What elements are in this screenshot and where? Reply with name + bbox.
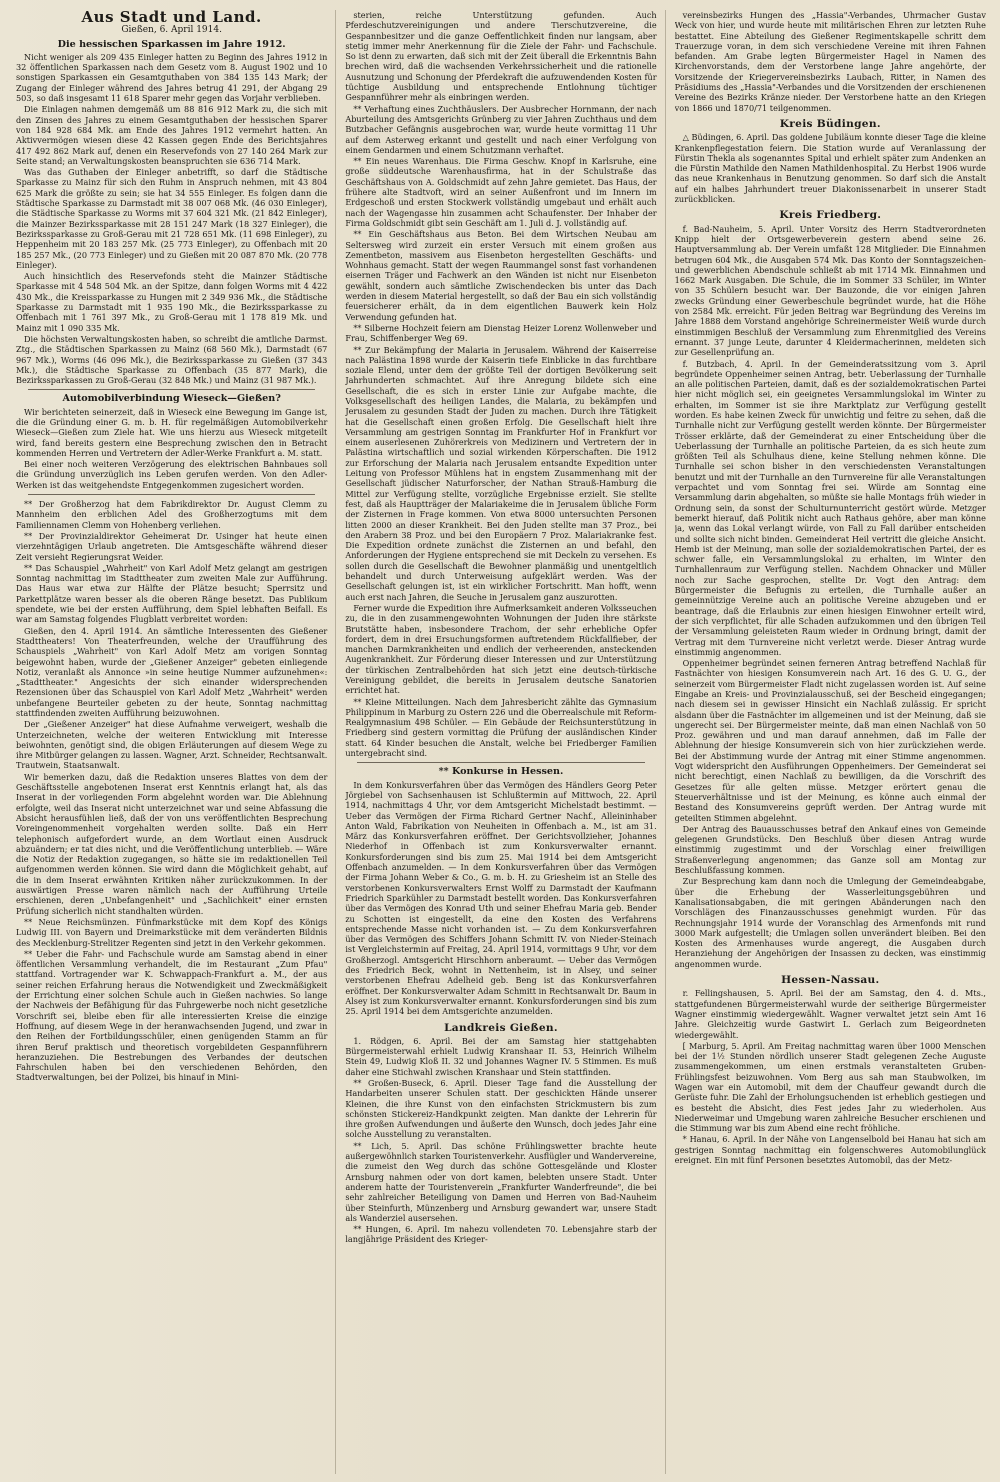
article-paragraph: 1. Rödgen, 6. April. Bei der am Samstag hier stattgehabten Bürgermeisterwahl erhielt Ludwig Kranshaar II. 53, Heinrich Wilhelm Stein 49, Ludwig Kloß II. 32 und Johannes Wagner IV. 5 Stimmen. Es muß daher eine Stichwahl zwischen Kranshaar und Stein stattfinden. [345, 1035, 657, 1077]
article-paragraph: In dem Konkursverfahren über das Vermögen des Händlers Georg Peter Jörgiebel von Sachsenhausen ist Schlußtermin auf Mittwoch, 22. April 1914, nachmittags 4 Uhr, vor dem Amtsgericht Michelstadt bestimmt. — Ueber das Vermögen der Firma Richard Gertner Nachf., Alleininhaber Anton Wald, Fabrikation von Neuheiten in Offenbach a. M., ist am 31. März das Konkursverfahren eröffnet. Der Gerichtsvollzieher, Johannes Niederhof in Offenbach ist zum Konkursverwalter ernannt. Konkursforderungen sind bis zum 25. Mai 1914 bei dem Amtsgericht Offenbach anzumelden. — In dem Konkursverfahren über das Vermögen der Firma Johann Weber & Co., G. m. b. H. zu Griesheim ist an Stelle des verstorbenen Konkursverwalters Ernst Wolff zu Darmstadt der Kaufmann Friedrich Sparkühler zu Darmstadt bestellt worden. Das Konkursverfahren über das Vermögen des Konrad Uth und seiner Ehefrau Maria geb. Bender zu Schotten ist eingestellt, da eine den Kosten des Verfahrens entsprechende Masse nicht vorhanden ist. — Zu dem Konkursverfahren über das Vermögen des Schiffers Johann Schmitt IV. von Nieder-Steinach ist Vergleichstermin auf Freitag, 24. April 1914, vormittags 9 Uhr, vor dem Großherzogl. Amtsgericht Hirschhorn anberaumt. — Ueber das Vermögen des Friedrich Beck, wohnt in Nettenheim, ist in Alsey, und seiner verstorbenen Ehefrau Adelheid geb. Beng ist das Konkursverfahren eröffnet. Der Konkursverwalter Adam Schmitt in Rechtsanwalt Dr. Baum in Alsey ist zum Konkursverwalter ernannt. Konkursforderungen sind bis zum 25. April 1914 bei dem Amtsgerichte anzumelden. [345, 779, 657, 1017]
dateline: Gießen, 6. April 1914. [121, 25, 222, 36]
columns [16, 10, 986, 1474]
article-paragraph: Der „Gießener Anzeiger" hat diese Aufnahme verweigert, weshalb die Unterzeichneten, welche der weiteren Entwicklung mit Interesse beiwohnten, genötigt sind, die obigen Erläuterungen auf diesem Wege zu ihre Mitbürger gelangen zu lassen. Wagner, Arzt. Schneider, Rechtsanwalt. Trautwein, Staatsanwalt. [16, 719, 328, 771]
article-paragraph: Die Einlagen nahmen demgemäß um 88 816 912 Mark zu, die sich mit den Zinsen des Jahres zu einem Gesamtguthaben der hessischen Sparer von 184 928 684 Mk. am Ende des Jahres 1912 vermehrt hatten. An Aktivvermögen wiesen diese 42 Kassen gegen Ende des Berichtsjahres 417 492 862 Mark auf, denen ein Reservefonds von 27 140 264 Mark zur Seite stand; an Verwaltungskosten beanspruchten sie 636 714 Mark. [16, 104, 328, 166]
divider [28, 494, 315, 495]
article-paragraph: Zur Besprechung kam dann noch die Umlegung der Gemeindeabgabe, über die Erhebung der Wasserleitungsgebühren und Kanalisationsabgaben, die mit geringen Abänderungen nach den Vorschlägen des Finanzausschusses genehmigt wurden. Für das Rechnungsjahr 1914 wurde der Voranschlag des Armenfonds mit rund 3000 Mark aufgestellt; die Umlagen sollen unverändert bleiben. Bei den Kosten des Armenhauses wurde angeregt, die Ausgaben durch Heranziehung der Angehörigen der Insassen zu decken, was einstimmig angenommen wurde. [674, 876, 986, 969]
headline-kreis-buedingen: Kreis Büdingen. [779, 117, 881, 130]
article-paragraph: f. Butzbach, 4. April. In der Gemeinderatssitzung vom 3. April begründete Oppenheimer seinen Antrag, betr. Ueberlassung der Turnhalle an alle politischen Parteien, damit, daß es der sozialdemokratischen Partei hier nicht möglich sei, ein geeignetes Versammlungslokal im Winter zu erhalten, im Sommer ist sie ihre Marktplatz zur Verfügung gestellt worden. Es habe keinen Zweck für unwichtig und feitre zu sehen, daß die Turnhalle nicht zur Verfügung gestellt werden könnte. Der Bürgermeister Trösser erklärte, daß der Gemeinderat zu einer Entscheidung über die Ueberlassung der Turnhalle an politische Parteien, da es sich heute zum größten Teil als Schulhaus diene, keine Stellung nehmen könne. Die Turnhalle sei schon bisher in den verschiedensten Veranstaltungen benutzt und mit der Turnhalle an den Turnvereine für alle Veranstaltungen verpachtet und vom Sonntag frei sei. Würde am Sonntag eine Versammlung darin abgehalten, so müßte sie halle Montags früh wieder in Ordnung sein, da sonst der Schulturnunterricht gestört würde. Metzger bemerkt hierauf, daß Politik nicht auch Rathaus gehöre, aber man könne ja, wenn das Lokal verlangt würde, von Fall zu Fall darüber entscheiden und sollte sich nicht binden. Gemeinderat Heil vertritt die gleiche Ansicht. Hemb ist der Meinung, man solle der sozialdemokratischen Partei, der es schwer falle, ein Versammlungslokal zu erhalten, im Winter den Turnhallenraum zur Verfügung stellen. Nachdem Ohnacker und Müller noch zur Sache gesprochen, stellte Dr. Vogt den Antrag: dem Bürgermeister die Befugnis zu erteilen, die Turnhalle außer an gemeinnützige Vereine auch an politische Vereine abzugeben und er beantrage, daß die Erlaubnis zur einen hiesigen Einwohner erteilt wird, der sich verpflichtet, für alle Schaden aufzukommen und den übrigen Teil der Versammlung geleisteten Raum wieder in Ordnung bringt, damit der Vertrag mit dem Turnvereine nicht verletzt werde. Dieser Antrag wurde einstimmig angenommen. [674, 358, 986, 657]
article-paragraph: ** Neue Reichsmünzen. Fünfmarkstücke mit dem Kopf des Königs Ludwig III. von Bayern und Dreimarkstücke mit dem veränderten Bildnis des Mecklenburg-Strelitzer Regenten sind jetzt in den Verkehr gekommen. [16, 916, 328, 948]
article-paragraph: Was das Guthaben der Einleger anbetrifft, so darf die Städtische Sparkasse zu Mainz für sich den Ruhm in Anspruch nehmen, mit 43 804 625 Mark die größte zu sein; sie hat 34 555 Einleger. Es folgen dann die Städtische Sparkasse zu Darmstadt mit 38 007 068 Mk. (46 030 Einleger), die Städtische Sparkasse zu Worms mit 37 604 321 Mk. (21 842 Einleger), die Mainzer Bezirkssparkasse mit 28 151 247 Mark (18 327 Einleger), die Bezirkssparkasse zu Groß-Gerau mit 21 728 651 Mk. (11 698 Einleger), zu Heppenheim mit 20 183 257 Mk. (25 773 Einleger), zu Offenbach mit 20 185 257 Mk., (20 773 Einleger) und zu Gießen mit 20 087 870 Mk. (20 778 Einleger). [16, 167, 328, 270]
article-paragraph: Wir berichteten seinerzeit, daß in Wieseck eine Bewegung im Gange ist, die die Gründung einer G. m. b. H. für regelmäßigen Automobilverkehr Wieseck—Gießen zum Ziele hat. Wie uns hierzu aus Wieseck mitgeteilt wird, fand bereits gestern eine Besprechung zwischen den in Betracht kommenden Herren und Vertretern der Adler-Werke Frankfurt a. M. statt. [16, 406, 328, 458]
column-2 [345, 10, 665, 1474]
article-paragraph: Auch hinsichtlich des Reservefonds steht die Mainzer Städtische Sparkasse mit 4 548 504 Mk. an der Spitze, dann folgen Worms mit 4 422 430 Mk., die Kreissparkasse zu Hungen mit 2 349 936 Mk., die Städtische Sparkasse zu Darmstadt mit 1 935 190 Mk., die Bezirkssparkasse zu Offenbach mit 1 761 397 Mk., zu Groß-Gerau mit 1 178 819 Mk. und Mainz mit 1 090 335 Mk. [16, 271, 328, 333]
article-paragraph: Bei einer noch weiteren Verzögerung des elektrischen Bahnbaues soll die Gründung unverzüglich ins Leben gerufen werden. Von den Adler-Werken ist das weitgehendste Entgegenkommen zugesichert worden. [16, 459, 328, 490]
article-paragraph: f. Bad-Nauheim, 5. April. Unter Vorsitz des Herrn Stadtverordneten Knipp hielt der Ortsgewerbeverein gestern abend seine 26. Hauptversammlung ab. Der Verein umfaßt 128 Mitglieder. Die Einnahmen betrugen 604 Mk., die Ausgaben 574 Mk. Das Konto der Sonntagszeichen- und gewerblichen Abendschule schließt ab mit 1714 Mk. Einnahmen und 1662 Mark Ausgaben. Die Schule, die im Sommer 33 Schüler, im Winter von 35 Schülern besucht war. Der Bauzonde, die vor einigen Jahren zwecks Gründung einer Gewerbeschule begründet wurde, hat die Höhe von 2584 Mk. erreicht. Für jeden Beitrag war Begründung des Vereins im Jahre 1888 dem Vorstand angehörige Schreinermeister Weiß wurde durch einstimmigen Beschluß der Versammlung zum Ehrenmitglied des Vereins ernannt. 37 junge Leute, darunter 4 Kleidermacherinnen, meldeten sich zur Gesellenprüfung an. [674, 223, 986, 358]
headline-automobil: Automobilverbindung Wieseck—Gießen? [62, 393, 281, 405]
article-paragraph: sterien, reiche Unterstützung gefunden. Auch Pferdeschutzvereinigungen und andere Tierschutzvereine, die Gespannbesitzer und die ganze Oeffentlichkeit finden nur langsam, aber stetig immer mehr Anerkennung für die Ziele der Fahr- und Fachschule. So ist denn zu erwarten, daß sich mit der Zeit überall die Erkenntnis Bahn brechen wird, daß die wachsenden Verkehrssicherheit und die rationelle Ausnutzung und Schonung der Pferdekraft die aufzuwendenden Kosten für tüchtige Ausbildung und entsprechende Entlohnung tüchtiger Gespannführer mehr als einbringen werden. [345, 10, 657, 103]
article-paragraph: ** Großen-Buseck, 6. April. Dieser Tage fand die Ausstellung der Handarbeiten unserer Schulen statt. Der geschickten Hände unserer Kleinen, die ihre Kunst von den einfachsten Strickmustern bis zum schönsten Stickereiz-Handkpunkt zeigten. Man dankte der Lehrerin für ihre großen Aufwendungen und äußerte den Wunsch, doch jedes Jahr eine solche Ausstellung zu veranstalten. [345, 1077, 657, 1140]
article-paragraph: ** Der Großherzog hat dem Fabrikdirektor Dr. August Clemm zu Mannheim den erblichen Adel des Großherzogtums mit dem Familiennamen Clemm von Hohenberg verliehen. [16, 499, 328, 530]
article-paragraph: * Hanau, 6. April. In der Nähe von Langenselbold bei Hanau hat sich am gestrigen Sonntag nachmittag ein folgenschweres Automobilunglück ereignet. Ein mit fünf Personen besetztes Automobil, das der Metz- [674, 1134, 986, 1166]
article-paragraph: Oppenheimer begründet seinen ferneren Antrag betreffend Nachlaß für Fastnächter von hiesigen Konsumverein nach Art. 16 des G. U. G., der seinerzeit vom Bürgermeister Fladt nicht zugelassen worden ist. Auf seine Eingabe an Kreis- und Provinzialausschuß, sei der Bescheid eingegangen; nach diesem sei in gewisser Hinsicht ein Nachlaß zulässig. Er spricht alsdann über die Fastnächter im allgemeinen und ist der Meinung, daß sie ungerecht sei. Der Bürgermeister meinte, daß man einen Nachlaß von 50 Proz. gewähren und und man darauf annehmen, daß im Falle der Ablehnung der hiesige Konsumverein sich von hier zurückziehen werde. Bei der Abstimmung wurde der Antrag mit einer Stimme angenommen. Vogt widerspricht den Ausführungen Oppenheimers. Der Gemeinderat sei nicht berechtigt, einen Nachlaß zu bewilligen, da die Vorschrift des Gesetzes für alle gelten müsse. Metzger erörtert genau die Steuerverhältnisse und ist der Meinung, es könne auch einmal der Bestand des Konsumvereins geprüft werden. Der Antrag wurde mit geteilten Stimmen abgelehnt. [674, 658, 986, 823]
column-1 [16, 10, 336, 1474]
article-paragraph: Gießen, den 4. April 1914. An sämtliche Interessenten des Gießener Stadttheaters! Von Theaterfreunden, welche der Uraufführung des Schauspiels „Wahrheit" von Karl Adolf Metz am vorigen Sonntag beigewohnt haben, wurde der „Gießener Anzeiger" gebeten einliegende Notiz, veranlaßt als Annonce »in seine heutige Nummer aufzunehmen«: „Stadttheater." Angesichts der sich einander widersprechenden Rezensionen über das Schauspiel von Karl Adolf Metz „Wahrheit" werden unbefangene Beurteiler gebeten zu der heute, Sonntag nachmittag stattfindenden zweiten Aufführung beizuwohnen. [16, 625, 328, 718]
article-paragraph: [ Marburg, 5. April. Am Freitag nachmittag waren über 1000 Menschen bei der 1½ Stunden nördlich unserer Stadt gelegenen Zeche Auguste zusammengekommen, um einen erstmals veranstalteten Gruben-Frühlingsfest beizuwohnen. Vom Berg aus sah man Staubwolken, im Wagen war ein Automobil, mit dem der Chauffeur gewandt durch die Gerüste fuhr. Die Zahl der Erholungsuchenden ist erheblich gestiegen und es besteht die Absicht, dies Fest jedes Jahr zu wiederholen. Aus Niederweimar und Umgebung waren zahlreiche Besucher erschienen und die Stimmung war bis zum Abend eine recht fröhliche. [674, 1040, 986, 1134]
article-paragraph: ** Das Schauspiel „Wahrheit" von Karl Adolf Metz gelangt am gestrigen Sonntag nachmittag im Stadttheater zum zweiten Male zur Aufführung. Das Haus war etwa zur Hälfte der Plätze besucht; Sperrsitz und Parkettplätze waren besser als die oberen Ränge besetzt. Das Publikum spendete, wie bei der ersten Aufführung, dem Spiel lebhaften Beifall. Es war am Samstag folgendes Flugblatt verbreitet worden: [16, 562, 328, 625]
headline-kreis-friedberg: Kreis Friedberg. [779, 209, 882, 222]
article-paragraph: Wir bemerken dazu, daß die Redaktion unseres Blattes von dem der Geschäftsstelle angebotenen Inserat erst Kenntnis erlangt hat, als das Inserat in der vorliegenden Form abgelehnt worden war. Die Ablehnung erfolgte, weil das Inserat nicht unterzeichnet war und seine Abfassung die Absicht herausfühlen ließ, daß der von uns veröffentlichten Besprechung Voreingenommenheit vorgehalten werden sollte. Daß ein Herr telephonisch aufgefordert wurde, an dem Wortlaut einen Ausdruck abzuändern; er tat dies nicht, und die Veröffentlichung unterblieb. — Wäre die Notiz der Redaktion zugegangen, so hätte sie im redaktionellen Teil aufgenommen werden können. Sie wird dann die Möglichkeit gehabt, auf die in dem Inserat erwähnten Kritiken näher zurückzukommen. In der auswärtigen Presse waren nämlich nach der Aufführung Urteile erschienen, deren „Unbefangenheit" und „Sachlichkeit" einer ernsten Prüfung sicherlich nicht standhalten würden. [16, 771, 328, 916]
article-paragraph: r. Fellingshausen, 5. April. Bei der am Samstag, den 4. d. Mts., stattgefundenen Bürgermeisterwahl wurde der seitherige Bürgermeister Wagner einstimmig wiedergewählt. Wagner verwaltet jetzt sein Amt 16 Jahre. Gleichzeitig wurde Gastwirt L. Gerlach zum Beigeordneten wiedergewählt. [674, 988, 986, 1040]
article-paragraph: vereinsbezirks Hungen des „Hassia"-Verbandes, Uhrmacher Gustav Weck von hier, und wurde heute mit militärischen Ehren zur letzten Ruhe bestattet. Eine Abteilung des Gießener Regimentskapelle schritt dem Trauerzuge voran, in dem sich verschiedene Vereine mit ihren Fahnen befanden. Am Grabe legten Bürgermeister Hagel in Namen des Kirchenvorstands, dem der Verstorbene lange Jahre angehörte, der Vorsitzende der Kriegervereinsbezirks Laubach, Ritter, in Namen des Präsidiums des „Hassia"-Verbandes und die Vorsitzenden der erschienenen Vereine des Bezirks Kränze nieder. Der Verstorbene hatte an den Kriegen von 1866 und 1870/71 teilgenommen. [674, 10, 986, 113]
article-paragraph: ** Kleine Mitteilungen. Nach dem Jahresbericht zählte das Gymnasium Philippinum in Marburg zu Ostern 226 und die Oberrealschule mit Reform-Realgymnasium 498 Schüler. — Ein Gebäude der Reichsunterstützung in Friedberg sind gestern vormittag die Prüfung der ausländischen Kinder statt. 64 Kinder besuchen die Anstalt, welche bei Friedberger Familien untergebracht sind. [345, 696, 657, 759]
article-paragraph: ** Hungen, 6. April. Im nahezu vollendeten 70. Lebensjahre starb der langjährige Präsident des Krieger- [345, 1224, 657, 1245]
article-paragraph: ** Verhaftung eines Zuchthäuslers. Der Ausbrecher Hornmann, der nach Aburteilung des Amtsgerichts Grünberg zu vier Jahren Zuchthaus und dem Butzbacher Gefängnis ausgebrochen war, wurde heute vormittag 11 Uhr auf dem Asterweg erkannt und gestellt und nach einer Verfolgung von einem Gendarmen und einem Schutzmann verhaftet. [345, 103, 657, 155]
article-paragraph: Ferner wurde die Expedition ihre Aufmerksamkeit anderen Volksseuchen zu, die in den zusammengewohnten Wohnungen der Juden ihre stärkste Brutstätte haben, insbesondere Trachom, der sehr erhebliche Opfer fordert, dem in drei Ersuchungsformen auftretendem Rückfallfieber, der manchen Darmkrankheiten und endlich der verheerenden, ansteckenden Augenkrankheit. Zur Förderung dieser Interessen und zur Unterstützung der türkischen Zentralbehörden hat sich jetzt eine deutsch-türkische Vereinigung gebildet, die bereits in Jerusalem deutsche Sanatorien errichtet hat. [345, 602, 657, 696]
article-paragraph: Die höchsten Verwaltungskosten haben, so schreibt die amtliche Darmst. Ztg., die Städtischen Sparkassen zu Mainz (68 560 Mk.), Darmstadt (67 967 Mk.), Worms (46 096 Mk.), die Bezirkssparkasse zu Gießen (37 343 Mk.), die Städtische Sparkasse zu Offenbach (35 877 Mark), die Bezirkssparkassen zu Groß-Gerau (32 848 Mk.) und Mainz (31 987 Mk.). [16, 333, 328, 386]
article-paragraph: ** Lich, 5. April. Das schöne Frühlingswetter brachte heute außergewöhnlich starken Touristenverkehr. Ausflügler und Wandervereine, die zumeist den Weg durch das schöne Gottesgelände und Kloster Arnsburg nahmen oder von dort kamen, belebten unsere Stadt. Unter anderem hatte der Touristenverein „Frankfurter Wanderfreunde", die bei sehr zahlreicher Beteiligung von Damen und Herren von Bad-Nauheim über Steinfurth, Münzenberg und Arnsburg gewandert war, unsere Stadt als Wanderziel ausersehen. [345, 1140, 657, 1223]
headline-landkreis-giessen: Landkreis Gießen. [444, 1021, 558, 1034]
article-paragraph: ** Der Provinzialdirektor Geheimerat Dr. Usinger hat heute einen vierzehntägigen Urlaub angetreten. Die Amtsgeschäfte während dieser Zeit versieht Regierungsrat Weider. [16, 530, 328, 562]
article-paragraph: ** Ein Geschäftshaus aus Beton. Bei dem Wirtschen Neubau am Seltersweg wird zurzeit ein erster Versuch mit einem großen aus Zementbeton, massivem aus Eisenbeton hergestellten Geschäfts- und Wohnhaus gemacht. Statt der wegen Raummangel sonst fast vorhandenen eisernen Träger und Fachwerk an den Wänden ist nicht nur Eisenbeton gewählt, sondern auch sämtliche Zwischendecken bis unter das Dach werden in diesem Material hergestellt, so daß der Bau ein sich vollständig feuersicherer erhält, da in dem eigentlichen Bauwerk kein Holz Verwendung gefunden hat. [345, 229, 657, 322]
headline-hessen-nassau: Hessen-Nassau. [781, 974, 880, 987]
article-paragraph: Nicht weniger als 209 435 Einleger hatten zu Beginn des Jahres 1912 in 32 öffentlichen Sparkassen nach dem Gesetz vom 8. August 1902 und 10 sonstigen Sparkassen ein Gesamtguthaben von 384 135 143 Mark; der Zugang der Einleger während des Jahres betrug 41 291, der Abgang 29 503, so daß insgesamt 11 618 Sparer mehr gegen das Vorjahr verblieben. [16, 51, 328, 104]
section-title: Aus Stadt und Land. [81, 10, 262, 26]
article-paragraph: Der Antrag des Bauausschusses betraf den Ankauf eines von Gemeinde gelegenen Grundstücks. Den Beschluß über diesen Antrag wurde einstimmig zugestimmt und der Vorschlag einer freiwilligen Straßenverlegung angenommen; das Ganze soll am Montag zur Beschlußfassung kommen. [674, 823, 986, 876]
divider [28, 389, 315, 390]
article-paragraph: ** Ein neues Warenhaus. Die Firma Geschw. Knopf in Karlsruhe, eine große süddeutsche Warenhausfirma, hat in der Schulstraße das Geschäftshaus von A. Goldschmidt auf zehn Jahre gemietet. Das Haus, der frühere alte Stadtvoft, wird an seiner Außenfront und im Innern im Erdgeschoß und ersten Stockwerk vollständig umgebaut und erhält auch nach der Wagengasse hin zusammen acht Schaufenster. Der Inhaber der Firma Goldschmidt gibt sein Geschäft am 1. Juli d. J. vollständig auf. [345, 156, 657, 228]
article-paragraph: ** Ueber die Fahr- und Fachschule wurde am Samstag abend in einer öffentlichen Versammlung verhandelt, die im Restaurant „Zum Pfau" stattfand. Vortragender war K. Schwappach-Frankfurt a. M., der aus seiner reichen Erfahrung heraus die Notwendigkeit und Zweckmäßigkeit der Errichtung einer solchen Schule auch in Gießen nachwies. So lange der Nachweis der Befähigung für das Fuhrgewerbe noch nicht gesetzliche Vorschrift sei, bleibe eben für alle interessierten Kreise die einzige Hoffnung, auf diesem Wege in der heranwachsenden Jugend, und zwar in den Reihen der Fortbildungsschüler, einen genügenden Stamm an für ihren Beruf praktisch und theoretisch vorgebildeten Gespannführern heranzuziehen. Die Bestrebungen des Verbandes der deutschen Fahrschulen haben bei den verschiedenen Behörden, den Stadtverwaltungen, bei der Polizei, bis hinauf in Mini- [16, 948, 328, 1083]
headline-konkurse: ** Konkurse in Hessen. [438, 766, 564, 778]
divider [357, 762, 644, 763]
article-paragraph: ** Zur Bekämpfung der Malaria in Jerusalem. Während der Kaiserreise nach Palästina 1898 wurde der Kaiserin tiefe Einblicke in das furchtbare soziale Elend, unter dem der größte Teil der dortigen Bevölkerung seit Jahrhunderten schmachtet. Auf ihre Anregung bildete sich eine Gesellschaft, die es sich in erster Linie zur Aufgabe machte, die Volksgesellschaft des heiligen Landes, die Malaria, zu bekämpfen und Jerusalem zu gesunden Stadt der Juden zu machen. Durch ihre Tätigkeit hat die Gesellschaft einen großen Erfolg. Die Gesellschaft hielt ihre Versammlung am gestrigen Sonntag im Frankfurter Hof in Frankfurt vor einem auserlesenen Zuhörerkreis von Medizinern und Vertretern der in Palästina wirtschaftlich und sozial wirkenden Körperschaften. Die 1912 zur Erforschung der Malaria nach Jerusalem entsandte Expedition unter Leitung von Professor Mühlens hat in engstem Zusammenhang mit der Gesellschaft jüdischer Naturforscher, der Nathan Strauß-Hamburg die Mittel zur Verfügung stellte, vorzügliche Ergebnisse erzielt. Sie stellte fest, daß als Hauptträger der Malariakeime die in Jerusalem übliche Form der Zisternen in Frage kommen. Von etwa 8000 untersuchten Personen litten 2000 an dieser Krankheit. Bei den Juden stellte man 37 Proz., bei den Arabern 38 Proz. und bei den Europäern 7 Proz. Malariakranke fest. Die Expedition ordnete zunächst die Zisternen an und befahl, den Anforderungen der Hygiene entsprechend sie mit Deckeln zu versehen. Es sollen durch die Gesellschaft die Bewohner planmäßig und unentgeltlich behandelt und durch Unterweisung aufgeklärt werden. Was der Gesellschaft gelungen ist, ist ein wirklicher Fortschritt. Man hofft, wenn auch erst nach Jahren, die Seuche in Jerusalem ganz auszurotten. [345, 344, 657, 602]
headline-sparkassen: Die hessischen Sparkassen im Jahre 1912. [57, 38, 286, 50]
article-paragraph: △ Büdingen, 6. April. Das goldene Jubiläum konnte dieser Tage die kleine Krankenpflegestation feiern. Die Station wurde auf Veranlassung der Fürstin Thekla als sogenanntes Spital und erhielt später zum Andenken an die Fürstin Mathilde den Namen Mathildenhospital. Zu Herbst 1906 wurde das neue Krankenhaus in Benutzung genommen. So darf sich die Anstalt auf ein halbes Jahrhundert treuer Diakonissenarbeit in unserer Stadt zurückblicken. [674, 132, 986, 205]
column-3 [675, 10, 986, 1474]
article-paragraph: ** Silberne Hochzeit feiern am Dienstag Heizer Lorenz Wollenweber und Frau, Schiffenberger Weg 69. [345, 322, 657, 344]
